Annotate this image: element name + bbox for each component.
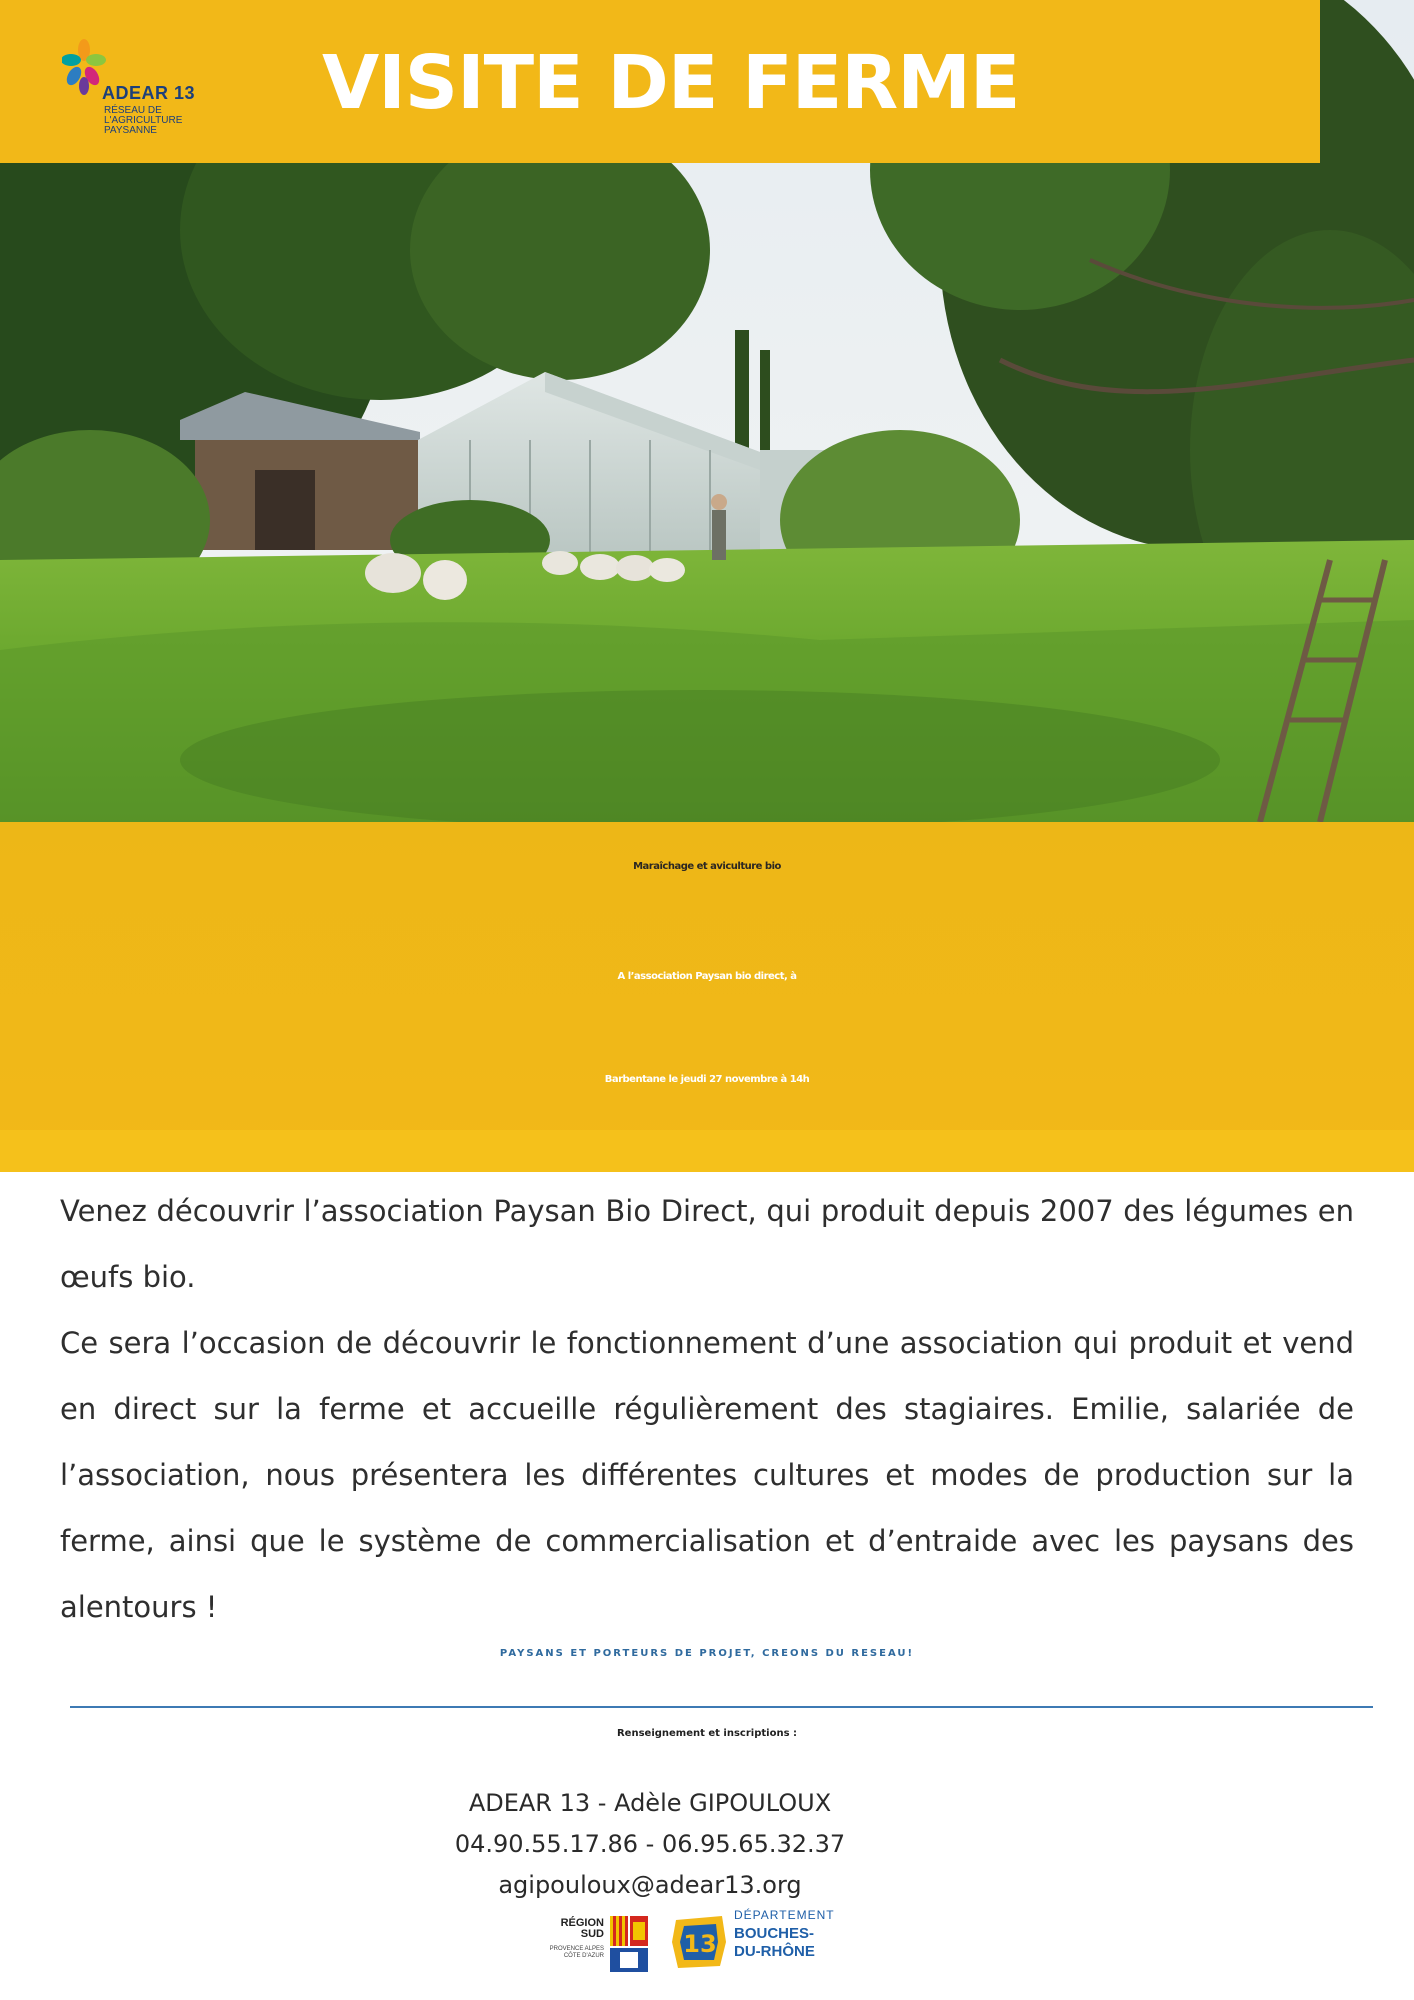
adear-logo (62, 38, 222, 148)
contact-name: ADEAR 13 - Adèle GIPOULOUX (468, 1789, 832, 1817)
region-sud-logo (548, 1912, 658, 1994)
description-paragraph: Venez découvrir l’association Paysan Bio Direct, qui produit depuis 2007 des légumes en œufs bio. (60, 1194, 1354, 1294)
page-title: VISITE DE FERME (322, 40, 1020, 126)
svg-text:13: 13 (683, 1930, 717, 1958)
logo-subtitle: RÉSEAU DE L'AGRICULTURE PAYSANNE (104, 105, 183, 136)
flower-icon (62, 38, 106, 98)
departement-label: DÉPARTEMENT (734, 1908, 835, 1922)
event-subtitle: Maraîchage et aviculture bio (633, 861, 781, 872)
logo-name: ADEAR 13 (102, 83, 196, 103)
region-flag-icon (610, 1916, 650, 1976)
departement-logo (670, 1908, 850, 1992)
description-paragraph: Ce sera l’occasion de découvrir le fonctionnement d’une association qui produit et vend en direct sur la ferme et accueille régulièrement des stagiaires. Emilie, salariée de l’association, nous présentera les différentes cultures et modes de production sur la ferme, ainsi que le système de commercialisation et d’entraide avec les paysans des alentours ! (60, 1326, 1354, 1624)
contact-heading: Renseignement et inscriptions : (616, 1728, 798, 1739)
departement-13-icon (670, 1912, 730, 1972)
divider (70, 1706, 1373, 1708)
event-date: Barbentane le jeudi 27 novembre à 14h (604, 1074, 810, 1085)
contact-phone: 04.90.55.17.86 - 06.95.65.32.37 (454, 1830, 846, 1858)
departement-name: BOUCHES- DU-RHÔNE (734, 1925, 815, 1960)
tagline: PAYSANS ET PORTEURS DE PROJET, CREONS DU RESEAU! (499, 1648, 915, 1659)
event-description (60, 1178, 1354, 1640)
region-name: RÉGION SUD (560, 1917, 604, 1940)
event-location: A l’association Paysan bio direct, à (617, 971, 797, 982)
region-sub: PROVENCE ALPES CÔTE D'AZUR (549, 1946, 604, 1959)
headline-banner (0, 822, 1414, 1172)
contact-email[interactable]: agipouloux@adear13.org (498, 1871, 802, 1899)
headline-strip (0, 1130, 1414, 1172)
title-banner (0, 0, 1320, 163)
